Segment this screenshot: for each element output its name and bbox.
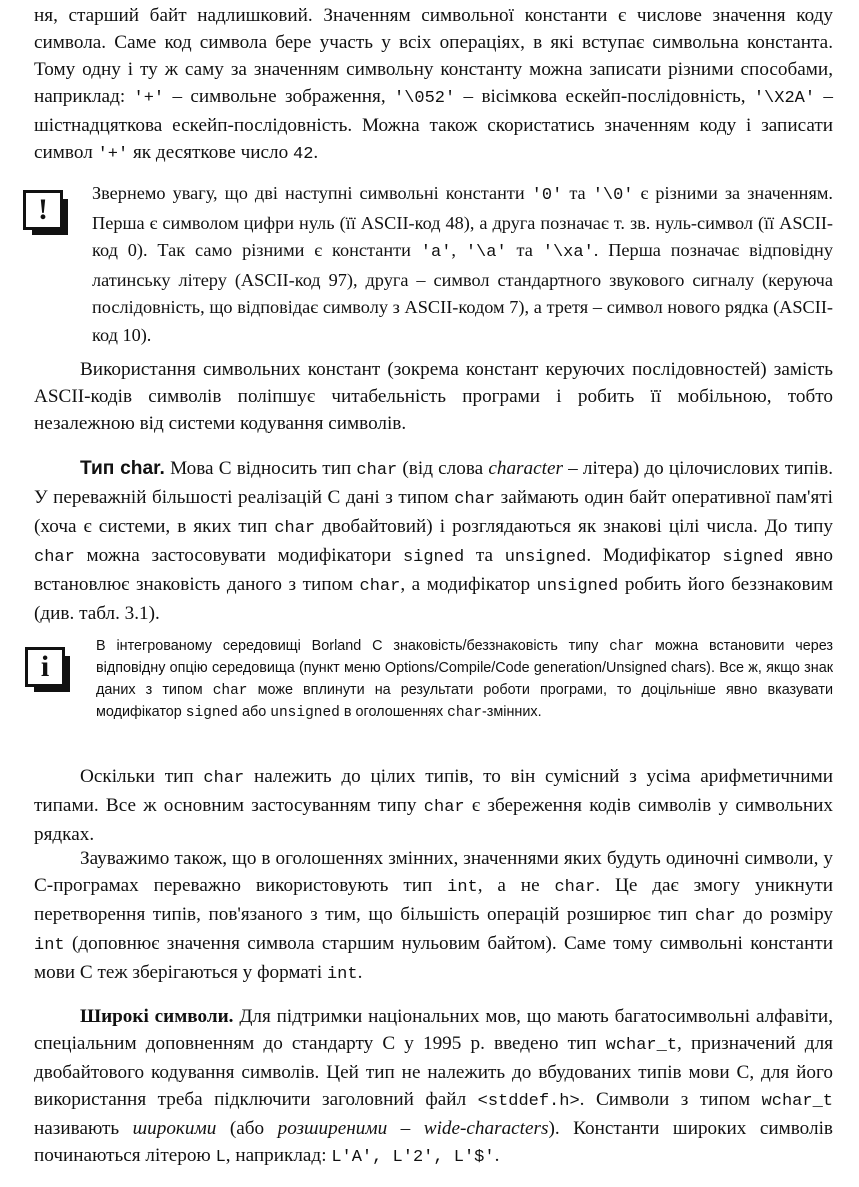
code-literal: '\xa' bbox=[542, 243, 594, 263]
text-run: . bbox=[494, 1145, 500, 1167]
italic-term: character bbox=[488, 458, 563, 479]
text-run: та bbox=[562, 183, 593, 203]
paragraph-int-usage bbox=[34, 845, 833, 988]
icon-glyph: i bbox=[40, 650, 50, 683]
text-run: , а не bbox=[477, 875, 555, 897]
code-literal: L bbox=[215, 1148, 226, 1168]
text-run: (від слова bbox=[397, 458, 489, 479]
text-run: Для підтримки національних мов, що мають багатосимвольні алфавіти, спеціальним доповненням до стандарту C у 1995 р. введено тип bbox=[34, 1006, 834, 1055]
paragraph-char-compatibility bbox=[34, 763, 833, 848]
code-literal: int bbox=[326, 965, 358, 985]
code-literal: int bbox=[447, 878, 478, 898]
code-literal: '0' bbox=[531, 186, 563, 205]
code-literal: wchar_t bbox=[605, 1036, 678, 1056]
text-run: може вплинути на результати роботи програми, то доцільніше явно вказувати модифікатор bbox=[96, 681, 833, 721]
code-literal: unsigned bbox=[270, 705, 340, 722]
code-literal: char bbox=[34, 548, 75, 568]
text-run: . bbox=[357, 962, 363, 984]
code-literal: signed bbox=[722, 548, 784, 568]
text-run: . bbox=[313, 142, 319, 164]
code-literal: char bbox=[359, 577, 401, 597]
text-run: Зауважимо також, що в оголошеннях змінних, значеннями яких будуть одиночні символи, у C-програмах переважно використовують тип bbox=[34, 848, 833, 897]
text-run: . Перша позначає відповідну латинську літеру (ASCII-код 97), друга – символ стандартного звукового сигналу (керуюча послідовність, що відповідає символу з ASCII-кодом 7), а третя – символ нового рядка (ASCII-код 10). bbox=[92, 240, 833, 345]
attention-note bbox=[92, 180, 833, 350]
text-run: як десяткове число bbox=[128, 142, 294, 164]
text-run: є збереження кодів символів у символьних рядках. bbox=[34, 795, 834, 846]
paragraph-type-char bbox=[34, 455, 833, 628]
text-run: , наприклад: bbox=[225, 1145, 332, 1167]
code-literal: unsigned bbox=[536, 577, 619, 597]
text-line: коду символа. Саме код символа бере участь у всіх операціях, в які вступає символьна bbox=[34, 5, 834, 54]
text-line: константа. Тому одну і ту ж саму за значенням символьну константу можна записати bbox=[34, 32, 833, 81]
text-run: В інтегрованому середовищі Borland C знаковість/беззнаковість типу bbox=[96, 638, 610, 654]
code-literal: 42 bbox=[293, 145, 314, 165]
text-run: та bbox=[464, 545, 505, 567]
text-run: є різними за значенням. Перша є символом цифри нуль (її ASCII-код 48), а друга позначає т. зв. нуль-символ (її ASCII-код 0). Так само різними є константи bbox=[92, 183, 833, 261]
text-run: . Символи з типом bbox=[579, 1089, 762, 1111]
code-literal: wchar_t bbox=[761, 1092, 833, 1112]
text-run: , а модифікатор bbox=[400, 574, 537, 596]
text-run: , bbox=[451, 240, 466, 261]
text-run: та bbox=[506, 240, 543, 261]
text-run: Мова C відносить тип bbox=[164, 458, 357, 479]
code-literal: char bbox=[212, 682, 248, 699]
code-literal: char bbox=[356, 461, 398, 480]
text-run: . Це дає змогу уникнути перетворення типів, пов'язаного з тим, що більшість операцій розширює тип bbox=[34, 875, 833, 926]
text-run: – шістнадцяткова ескейп-послідовність. Можна також bbox=[34, 86, 834, 137]
text-run: ескейп-послідовність, bbox=[565, 86, 754, 108]
text-line: ня, старший байт надлишковий. Значенням символьної константи є числове значення bbox=[34, 5, 786, 26]
text-run: можна встановити через відповідну опцію середовища (пункт меню Options/Compile/Code generation/Unsigned chars). Все ж, якщо знак даних з типом bbox=[96, 638, 833, 698]
exclamation-icon bbox=[23, 190, 63, 230]
code-literal: unsigned bbox=[504, 548, 587, 568]
code-literal: signed bbox=[185, 705, 239, 722]
icon-glyph: ! bbox=[38, 193, 48, 226]
section-heading: Широкі символи. bbox=[80, 1006, 234, 1027]
section-heading: Тип char. bbox=[80, 458, 165, 479]
italic-term: розширеними – wide-characters bbox=[277, 1118, 549, 1140]
text-run: Оскільки тип bbox=[80, 766, 204, 787]
text-run: (доповнює значення символа старшим нульовим байтом). Саме тому символьні константи мови C теж зберігаються у форматі bbox=[34, 933, 833, 984]
text-run: називають bbox=[34, 1118, 133, 1140]
code-literal: '\a' bbox=[465, 243, 507, 263]
code-literal: int bbox=[34, 936, 65, 956]
code-literal: char bbox=[554, 878, 596, 898]
code-literal: '\052' bbox=[394, 89, 456, 109]
text-run: – символьне зображення, bbox=[164, 86, 394, 108]
italic-term: широкими bbox=[132, 1118, 217, 1140]
paragraph-wide-chars bbox=[34, 1003, 833, 1172]
code-literal: char bbox=[609, 639, 644, 655]
text-run: явно встановлює знаковість даного з типом bbox=[34, 545, 833, 596]
text-run: двобайтовий) і розглядаються як знакові цілі числа. До типу bbox=[315, 516, 833, 538]
text-run: належить до цілих типів, то він сумісний з усіма арифметичними типами. Все ж основним застосуванням типу bbox=[34, 766, 833, 817]
text-run: або bbox=[238, 704, 271, 721]
code-literal: char bbox=[694, 907, 736, 927]
code-literal: '+' bbox=[97, 145, 129, 165]
text-run: займають один байт оперативної пам'яті (хоча є системи, в яких тип bbox=[34, 487, 833, 538]
text-run: Використання символьних констант (зокрема констант керуючих послідовностей) замість ASCII-кодів символів поліпшує читабельність програми і робить її мобільною, тобто незалежною від системи кодування символів. bbox=[34, 359, 833, 435]
text-run: різними способами, наприклад: bbox=[34, 59, 833, 108]
text-run: ). Константи широких символів починаються літерою bbox=[34, 1118, 833, 1167]
code-literal: char bbox=[423, 798, 465, 818]
text-run: , призначений для двобайтового кодування символів. Цей тип не належить до вбудованих типів мови C, для його використання треба підключити заголовний файл bbox=[34, 1033, 833, 1111]
code-literal: char bbox=[447, 705, 482, 722]
code-literal: '\X2A' bbox=[753, 89, 816, 109]
text-run: Звернемо увагу, що дві наступні символьні константи bbox=[92, 183, 532, 203]
paragraph-intro bbox=[34, 2, 833, 169]
code-literal: '\0' bbox=[592, 186, 634, 205]
info-note bbox=[96, 636, 833, 725]
text-run: – літера) до цілочислових типів. У переважній більшості реалізацій C дані з типом bbox=[34, 458, 833, 509]
text-run: -змінних. bbox=[481, 704, 542, 721]
code-literal: '+' bbox=[133, 89, 165, 109]
text-run: . Модифікатор bbox=[586, 545, 723, 567]
text-run: можна застосовувати модифікатори bbox=[74, 545, 403, 567]
text-run: – вісімкова bbox=[455, 86, 558, 108]
paragraph-symbolic-constants bbox=[34, 356, 833, 437]
text-run: (або bbox=[216, 1118, 278, 1140]
text-run: до розміру bbox=[735, 904, 834, 926]
code-literal: char bbox=[454, 490, 496, 510]
text-run: скористатись значенням коду і записати символ bbox=[34, 115, 834, 164]
code-literal: 'a' bbox=[420, 243, 452, 263]
code-literal: <stddef.h> bbox=[477, 1092, 580, 1112]
code-literal: char bbox=[274, 519, 316, 539]
info-icon bbox=[25, 647, 65, 687]
code-literal: L'A', L'2', L'$' bbox=[331, 1148, 495, 1168]
text-run: робить його беззнаковим (див. табл. 3.1). bbox=[34, 574, 833, 625]
code-literal: signed bbox=[402, 548, 465, 568]
text-run: в оголошеннях bbox=[339, 704, 448, 721]
code-literal: char bbox=[203, 769, 245, 788]
